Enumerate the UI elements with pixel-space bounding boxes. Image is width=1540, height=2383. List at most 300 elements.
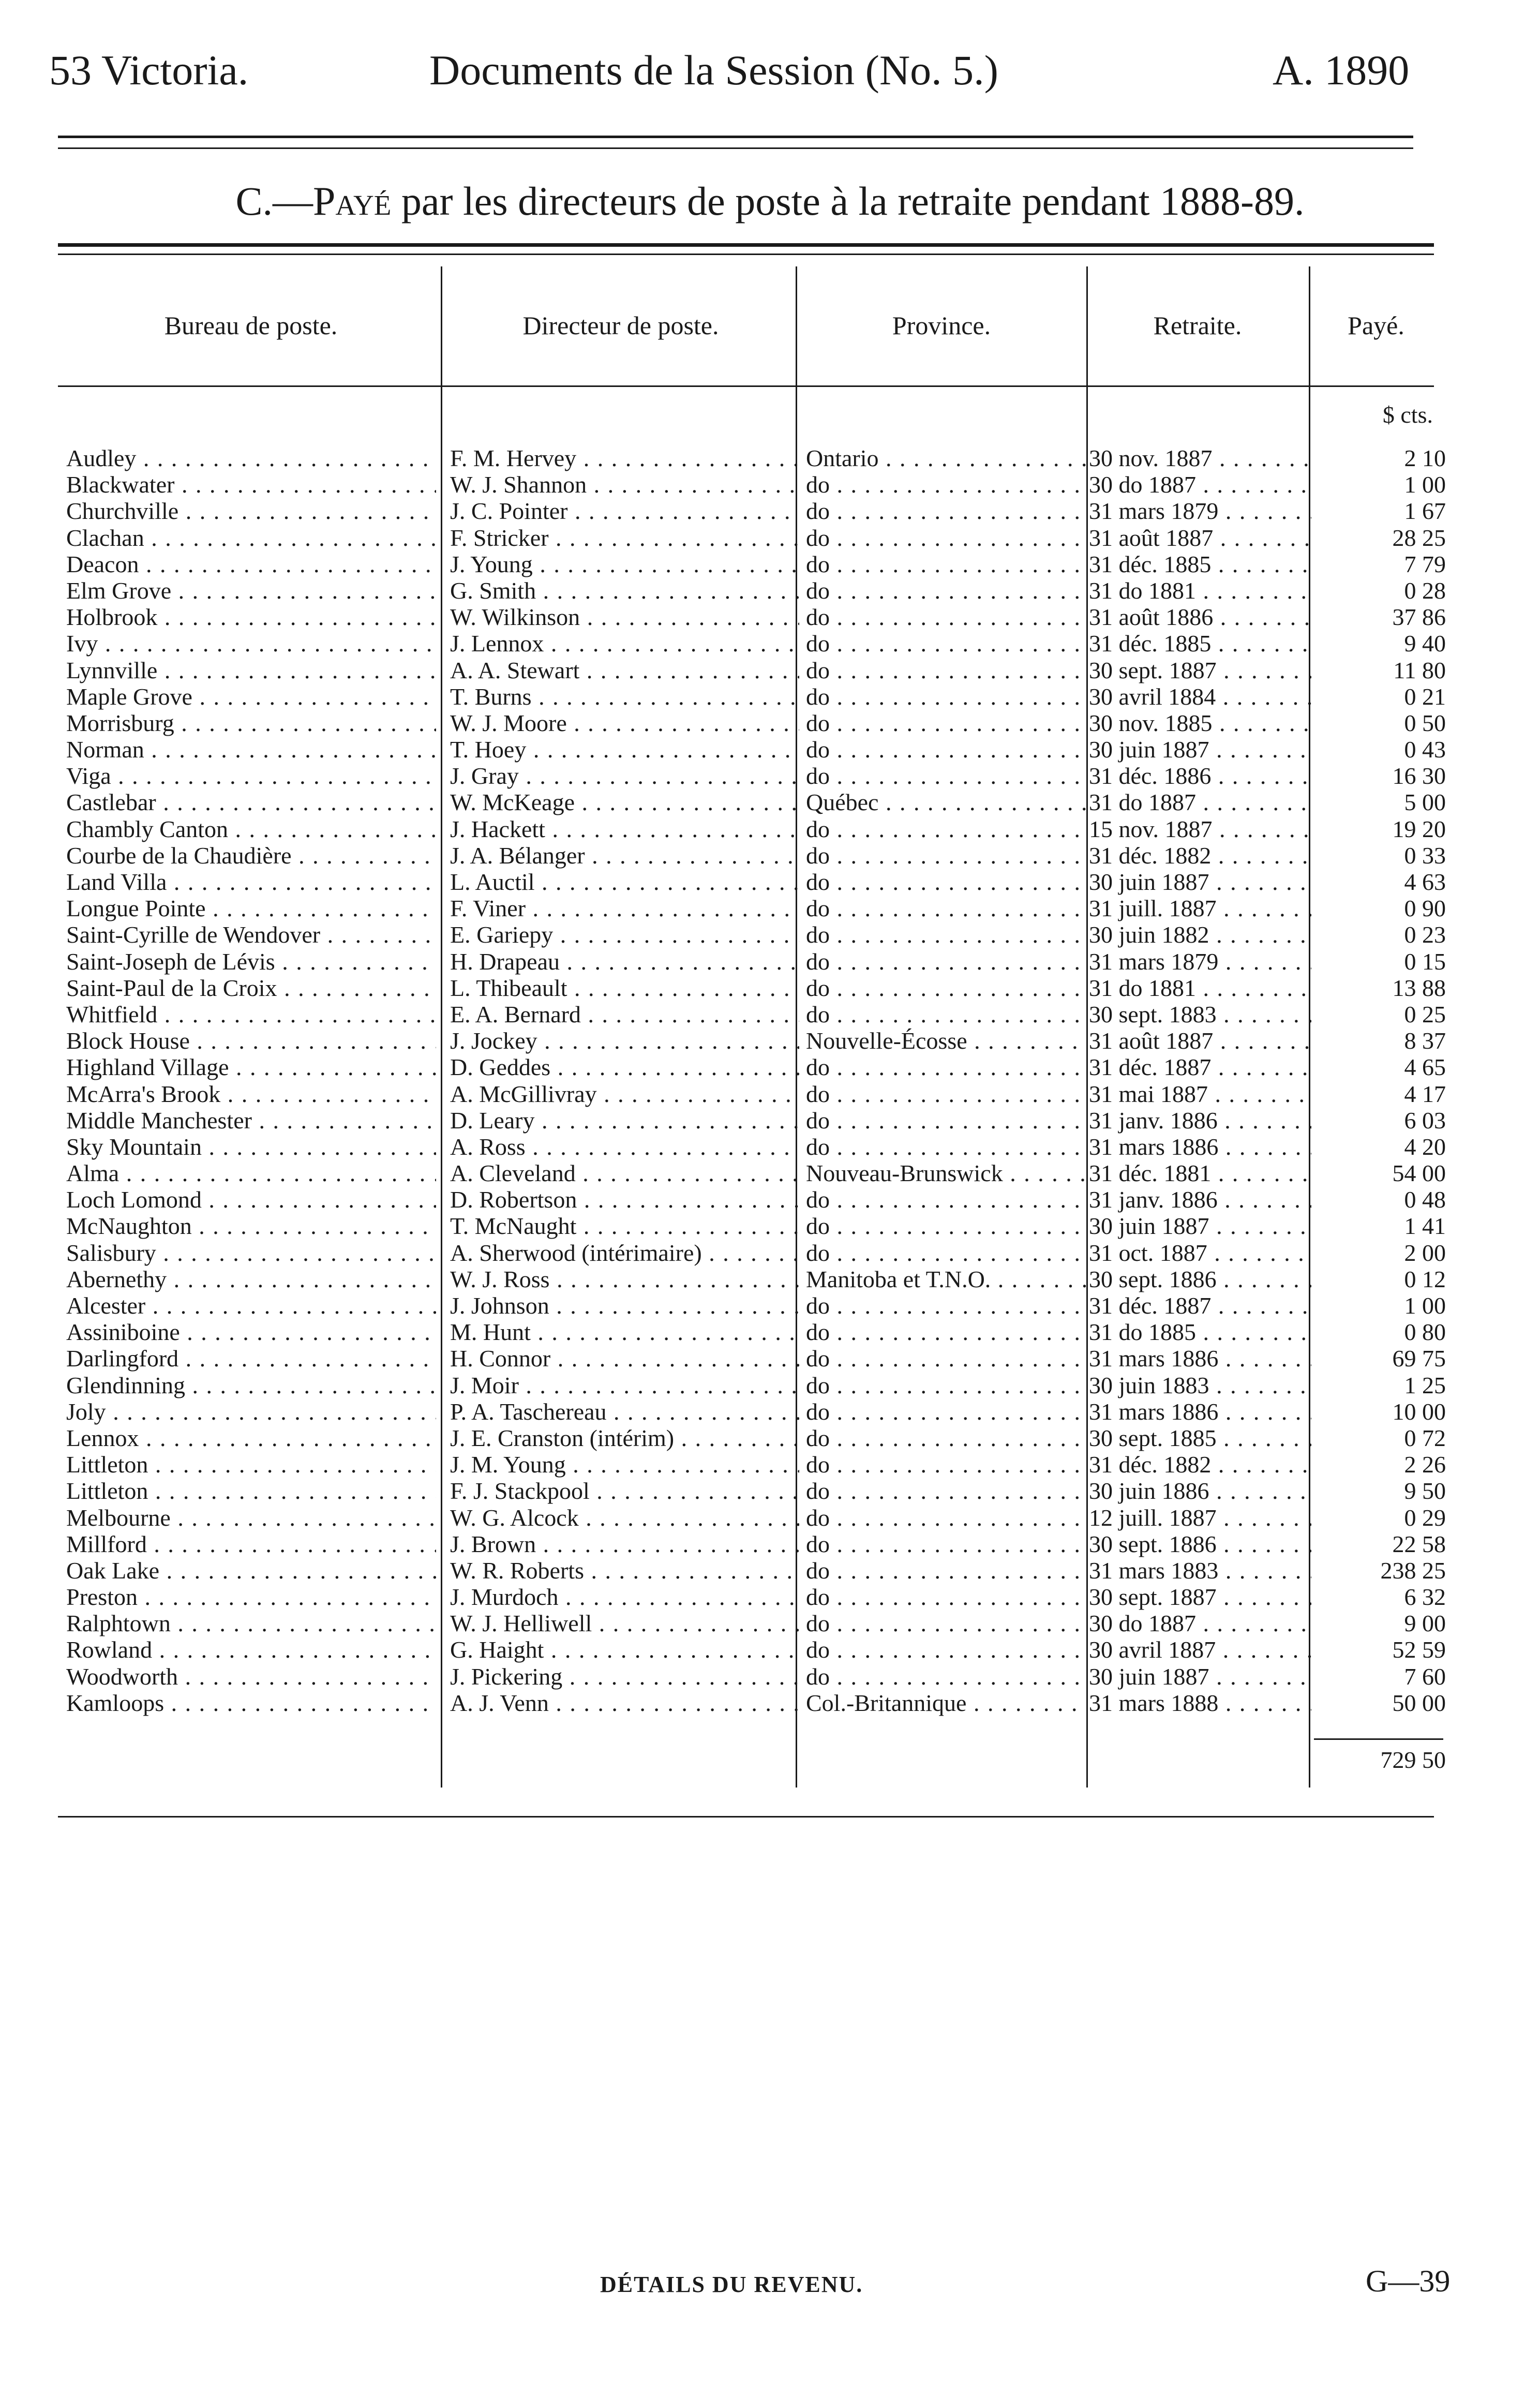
cell-retraite: 30 sept. 1886 . . . <box>1089 1531 1311 1557</box>
cell-province: do . . . <box>806 1134 1088 1160</box>
cell-paye: 0 90 <box>1404 895 1446 922</box>
cell-province: do . . . <box>806 657 1088 683</box>
cell-retraite: 30 juin 1883 . . . <box>1089 1372 1311 1398</box>
cell-retraite: 31 déc. 1885 . . . <box>1089 630 1311 657</box>
cell-retraite: 31 déc. 1887 . . . <box>1089 1292 1311 1319</box>
cell-directeur: E. A. Bernard . . . <box>450 1001 799 1027</box>
cell-directeur: D. Leary . . . <box>450 1107 799 1134</box>
cell-bureau: Blackwater . . . <box>66 471 436 498</box>
cell-bureau: Saint-Paul de la Croix . . . <box>66 975 436 1001</box>
table-row <box>0 577 1540 604</box>
cell-retraite: 31 juill. 1887 . . . <box>1089 895 1311 921</box>
cell-retraite: 30 nov. 1885 . . . <box>1089 710 1311 736</box>
cell-retraite: 30 nov. 1887 . . . <box>1089 445 1311 471</box>
cell-paye: 0 50 <box>1404 709 1446 736</box>
column-header-paye: Payé. <box>1348 311 1404 340</box>
cell-province: do . . . <box>806 551 1088 577</box>
cell-retraite: 30 avril 1887 . . . <box>1089 1636 1311 1663</box>
column-header-province: Province. <box>892 311 991 340</box>
cell-directeur: J. Moir . . . <box>450 1372 799 1398</box>
cell-retraite: 30 do 1887 . . . <box>1089 471 1311 498</box>
cell-province: do . . . <box>806 921 1088 948</box>
cell-paye: 69 75 <box>1392 1345 1446 1372</box>
table-row <box>0 895 1540 921</box>
cell-paye: 6 32 <box>1404 1584 1446 1611</box>
cell-retraite: 31 do 1881 . . . <box>1089 975 1311 1001</box>
cell-retraite: 31 mars 1879 . . . <box>1089 498 1311 524</box>
cell-directeur: J. C. Pointer . . . <box>450 498 799 524</box>
table-row <box>0 1557 1540 1584</box>
table-row <box>0 1186 1540 1213</box>
cell-retraite: 31 mai 1887 . . . <box>1089 1081 1311 1107</box>
cell-directeur: W. J. Moore . . . <box>450 710 799 736</box>
table-row <box>0 1266 1540 1292</box>
header-rule-top <box>58 136 1413 138</box>
cell-bureau: Sky Mountain . . . <box>66 1134 436 1160</box>
cell-retraite: 30 avril 1884 . . . <box>1089 683 1311 710</box>
cell-province: Manitoba et T.N.O. . . . <box>806 1266 1088 1292</box>
cell-paye: 1 25 <box>1404 1372 1446 1398</box>
cell-paye: 0 33 <box>1404 842 1446 869</box>
cell-paye: 4 65 <box>1404 1054 1446 1081</box>
cell-province: do . . . <box>806 1186 1088 1213</box>
cell-directeur: A. Sherwood (intérimaire) . . . <box>450 1240 799 1266</box>
cell-directeur: F. Viner . . . <box>450 895 799 921</box>
cell-province: do . . . <box>806 1292 1088 1319</box>
cell-paye: 0 48 <box>1404 1186 1446 1213</box>
cell-paye: 7 79 <box>1404 550 1446 577</box>
cell-retraite: 31 déc. 1882 . . . <box>1089 1451 1311 1478</box>
cell-directeur: A. Cleveland . . . <box>450 1160 799 1186</box>
table-row <box>0 1240 1540 1266</box>
cell-directeur: J. A. Bélanger . . . <box>450 842 799 869</box>
cell-directeur: D. Robertson . . . <box>450 1186 799 1213</box>
cell-directeur: D. Geddes . . . <box>450 1054 799 1080</box>
cell-province: Nouveau-Brunswick . . . <box>806 1160 1088 1186</box>
cell-retraite: 31 mars 1886 . . . <box>1089 1134 1311 1160</box>
cell-province: do . . . <box>806 816 1088 842</box>
cell-bureau: Viga . . . <box>66 763 436 789</box>
cell-paye: 2 26 <box>1404 1451 1446 1478</box>
table-row <box>0 1372 1540 1398</box>
cell-province: do . . . <box>806 1054 1088 1080</box>
cell-directeur: J. E. Cranston (intérim) . . . <box>450 1425 799 1451</box>
cell-bureau: Saint-Cyrille de Wendover . . . <box>66 921 436 948</box>
column-header-bureau: Bureau de poste. <box>164 311 338 340</box>
table-row <box>0 683 1540 710</box>
cell-bureau: Ralphtown . . . <box>66 1610 436 1636</box>
cell-retraite: 31 do 1881 . . . <box>1089 577 1311 604</box>
cell-retraite: 31 mars 1879 . . . <box>1089 948 1311 975</box>
cell-province: do . . . <box>806 1451 1088 1478</box>
table-row <box>0 1027 1540 1054</box>
table-row <box>0 445 1540 471</box>
cell-province: do . . . <box>806 1240 1088 1266</box>
cell-province: do . . . <box>806 1557 1088 1584</box>
cell-bureau: McNaughton . . . <box>66 1213 436 1239</box>
table-row <box>0 1690 1540 1716</box>
cell-paye: 16 30 <box>1392 763 1446 790</box>
table-row <box>0 1160 1540 1186</box>
table-bottom-rule <box>58 1816 1434 1818</box>
cell-paye: 8 37 <box>1404 1027 1446 1054</box>
cell-paye: 0 23 <box>1404 921 1446 948</box>
cell-bureau: Chambly Canton . . . <box>66 816 436 842</box>
publication-year-header: A. 1890 <box>1273 47 1410 94</box>
cell-province: do . . . <box>806 1505 1088 1531</box>
cell-paye: 50 00 <box>1392 1689 1446 1716</box>
cell-province: do . . . <box>806 1081 1088 1107</box>
cell-retraite: 15 nov. 1887 . . . <box>1089 816 1311 842</box>
cell-directeur: J. Young . . . <box>450 551 799 577</box>
cell-bureau: Abernethy . . . <box>66 1266 436 1292</box>
cell-paye: 0 43 <box>1404 736 1446 763</box>
cell-directeur: L. Thibeault . . . <box>450 975 799 1001</box>
cell-directeur: T. McNaught . . . <box>450 1213 799 1239</box>
table-row <box>0 1054 1540 1080</box>
cell-paye: 1 41 <box>1404 1213 1446 1240</box>
cell-paye: 1 00 <box>1404 1292 1446 1319</box>
cell-province: do . . . <box>806 1636 1088 1663</box>
cell-bureau: Morrisburg . . . <box>66 710 436 736</box>
cell-paye: 54 00 <box>1392 1160 1446 1187</box>
cell-directeur: H. Drapeau . . . <box>450 948 799 975</box>
cell-bureau: Oak Lake . . . <box>66 1557 436 1584</box>
cell-province: do . . . <box>806 498 1088 524</box>
cell-province: do . . . <box>806 1372 1088 1398</box>
cell-retraite: 12 juill. 1887 . . . <box>1089 1505 1311 1531</box>
cell-bureau: Littleton . . . <box>66 1478 436 1504</box>
cell-bureau: Deacon . . . <box>66 551 436 577</box>
table-row <box>0 789 1540 815</box>
cell-retraite: 31 do 1885 . . . <box>1089 1319 1311 1345</box>
page-number: G—39 <box>1366 2264 1451 2298</box>
cell-province: do . . . <box>806 1319 1088 1345</box>
cell-retraite: 31 mars 1883 . . . <box>1089 1557 1311 1584</box>
cell-province: Québec . . . <box>806 789 1088 815</box>
cell-paye: 13 88 <box>1392 974 1446 1001</box>
cell-province: do . . . <box>806 710 1088 736</box>
header-rule-bottom <box>58 147 1413 149</box>
cell-retraite: 31 déc. 1881 . . . <box>1089 1160 1311 1186</box>
cell-province: do . . . <box>806 975 1088 1001</box>
cell-retraite: 31 déc. 1882 . . . <box>1089 842 1311 869</box>
cell-bureau: Joly . . . <box>66 1398 436 1425</box>
cell-province: do . . . <box>806 1001 1088 1027</box>
cell-bureau: Block House . . . <box>66 1027 436 1054</box>
table-row <box>0 842 1540 869</box>
cell-paye: 1 00 <box>1404 471 1446 498</box>
cell-retraite: 31 oct. 1887 . . . <box>1089 1240 1311 1266</box>
cell-bureau: Salisbury . . . <box>66 1240 436 1266</box>
table-row <box>0 471 1540 498</box>
cell-directeur: J. Pickering . . . <box>450 1663 799 1690</box>
cell-directeur: M. Hunt . . . <box>450 1319 799 1345</box>
cell-bureau: Holbrook . . . <box>66 604 436 630</box>
cell-province: do . . . <box>806 948 1088 975</box>
cell-retraite: 30 juin 1887 . . . <box>1089 1213 1311 1239</box>
cell-bureau: Ivy . . . <box>66 630 436 657</box>
cell-province: do . . . <box>806 630 1088 657</box>
cell-bureau: Lennox . . . <box>66 1425 436 1451</box>
cell-bureau: Lynnville . . . <box>66 657 436 683</box>
table-row <box>0 657 1540 683</box>
cell-bureau: Saint-Joseph de Lévis . . . <box>66 948 436 975</box>
cell-bureau: Glendinning . . . <box>66 1372 436 1398</box>
cell-retraite: 31 août 1887 . . . <box>1089 525 1311 551</box>
cell-directeur: A. McGillivray . . . <box>450 1081 799 1107</box>
cell-retraite: 31 déc. 1885 . . . <box>1089 551 1311 577</box>
cell-paye: 2 10 <box>1404 445 1446 471</box>
footer-section-title: DÉTAILS DU REVENU. <box>600 2272 863 2297</box>
table-body <box>0 445 1540 1716</box>
cell-paye: 2 00 <box>1404 1239 1446 1266</box>
column-header-directeur: Directeur de poste. <box>522 311 719 340</box>
cell-province: do . . . <box>806 525 1088 551</box>
table-row <box>0 869 1540 895</box>
table-row <box>0 948 1540 975</box>
cell-province: do . . . <box>806 1107 1088 1134</box>
table-row <box>0 1081 1540 1107</box>
cell-directeur: L. Auctil . . . <box>450 869 799 895</box>
table-row <box>0 1001 1540 1027</box>
cell-paye: 5 00 <box>1404 789 1446 816</box>
column-header-retraite: Retraite. <box>1153 311 1242 340</box>
cell-paye: 4 17 <box>1404 1080 1446 1107</box>
cell-retraite: 30 sept. 1883 . . . <box>1089 1001 1311 1027</box>
cell-retraite: 30 do 1887 . . . <box>1089 1610 1311 1636</box>
cell-retraite: 30 juin 1882 . . . <box>1089 921 1311 948</box>
cell-bureau: Assiniboine . . . <box>66 1319 436 1345</box>
cell-directeur: F. J. Stackpool . . . <box>450 1478 799 1504</box>
cell-province: Col.-Britannique . . . <box>806 1690 1088 1716</box>
cell-retraite: 31 déc. 1886 . . . <box>1089 763 1311 789</box>
cell-bureau: Courbe de la Chaudière . . . <box>66 842 436 869</box>
cell-paye: 10 00 <box>1392 1398 1446 1425</box>
cell-directeur: W. J. Shannon . . . <box>450 471 799 498</box>
cell-bureau: Land Villa . . . <box>66 869 436 895</box>
table-row <box>0 1478 1540 1504</box>
cell-bureau: Middle Manchester . . . <box>66 1107 436 1134</box>
table-row <box>0 498 1540 524</box>
cell-province: Ontario . . . <box>806 445 1088 471</box>
cell-province: do . . . <box>806 1663 1088 1690</box>
table-row <box>0 1505 1540 1531</box>
table-row <box>0 1319 1540 1345</box>
cell-paye: 0 25 <box>1404 1001 1446 1027</box>
table-row <box>0 1451 1540 1478</box>
cell-directeur: W. J. Ross . . . <box>450 1266 799 1292</box>
cell-bureau: Maple Grove . . . <box>66 683 436 710</box>
cell-province: do . . . <box>806 1345 1088 1372</box>
cell-retraite: 30 sept. 1887 . . . <box>1089 1584 1311 1610</box>
table-row <box>0 1584 1540 1610</box>
cell-province: do . . . <box>806 577 1088 604</box>
cell-province: do . . . <box>806 1584 1088 1610</box>
cell-retraite: 30 juin 1887 . . . <box>1089 1663 1311 1690</box>
cell-retraite: 30 sept. 1887 . . . <box>1089 657 1311 683</box>
cell-directeur: W. McKeage . . . <box>450 789 799 815</box>
cell-directeur: J. Lennox . . . <box>450 630 799 657</box>
table-row <box>0 763 1540 789</box>
cell-province: do . . . <box>806 1478 1088 1504</box>
cell-directeur: A. Ross . . . <box>450 1134 799 1160</box>
cell-retraite: 31 mars 1886 . . . <box>1089 1345 1311 1372</box>
cell-paye: 9 00 <box>1404 1610 1446 1637</box>
cell-directeur: T. Hoey . . . <box>450 736 799 763</box>
cell-directeur: W. G. Alcock . . . <box>450 1505 799 1531</box>
table-title-head: Payé <box>313 178 392 224</box>
cell-paye: 9 40 <box>1404 630 1446 657</box>
title-rule-thin <box>58 254 1434 255</box>
cell-paye: 9 50 <box>1404 1478 1446 1505</box>
table-row <box>0 710 1540 736</box>
cell-province: do . . . <box>806 683 1088 710</box>
cell-directeur: F. M. Hervey . . . <box>450 445 799 471</box>
table-row <box>0 816 1540 842</box>
total-rule <box>1314 1738 1443 1740</box>
table-row <box>0 1292 1540 1319</box>
cell-directeur: J. Hackett . . . <box>450 816 799 842</box>
table-row <box>0 1663 1540 1690</box>
cell-directeur: E. Gariepy . . . <box>450 921 799 948</box>
cell-paye: 4 20 <box>1404 1133 1446 1160</box>
cell-bureau: Clachan . . . <box>66 525 436 551</box>
cell-bureau: Elm Grove . . . <box>66 577 436 604</box>
cell-paye: 11 80 <box>1393 657 1446 683</box>
cell-directeur: G. Haight . . . <box>450 1636 799 1663</box>
cell-bureau: Alma . . . <box>66 1160 436 1186</box>
cell-bureau: Whitfield . . . <box>66 1001 436 1027</box>
column-header-rule <box>58 385 1434 387</box>
cell-paye: 0 15 <box>1404 948 1446 975</box>
cell-directeur: A. A. Stewart . . . <box>450 657 799 683</box>
table-row <box>0 525 1540 551</box>
cell-bureau: Loch Lomond . . . <box>66 1186 436 1213</box>
cell-province: do . . . <box>806 1213 1088 1239</box>
cell-paye: 37 86 <box>1392 604 1446 631</box>
cell-retraite: 30 juin 1887 . . . <box>1089 736 1311 763</box>
cell-directeur: J. Johnson . . . <box>450 1292 799 1319</box>
cell-directeur: A. J. Venn . . . <box>450 1690 799 1716</box>
cell-paye: 0 21 <box>1404 683 1446 710</box>
cell-retraite: 31 mars 1888 . . . <box>1089 1690 1311 1716</box>
cell-directeur: J. Jockey . . . <box>450 1027 799 1054</box>
total-paye: 729 50 <box>1380 1747 1446 1773</box>
cell-bureau: Melbourne . . . <box>66 1505 436 1531</box>
cell-province: do . . . <box>806 604 1088 630</box>
cell-retraite: 30 juin 1887 . . . <box>1089 869 1311 895</box>
cell-retraite: 31 mars 1886 . . . <box>1089 1398 1311 1425</box>
currency-unit-label: $ cts. <box>1382 401 1433 428</box>
cell-directeur: W. J. Helliwell . . . <box>450 1610 799 1636</box>
table-row <box>0 1425 1540 1451</box>
table-row <box>0 921 1540 948</box>
cell-province: do . . . <box>806 736 1088 763</box>
table-row <box>0 1345 1540 1372</box>
cell-bureau: Alcester . . . <box>66 1292 436 1319</box>
cell-retraite: 31 août 1887 . . . <box>1089 1027 1311 1054</box>
table-title-letter: C.— <box>235 178 313 224</box>
cell-bureau: Kamloops . . . <box>66 1690 436 1716</box>
cell-province: do . . . <box>806 1531 1088 1557</box>
cell-paye: 6 03 <box>1404 1107 1446 1134</box>
table-row <box>0 975 1540 1001</box>
cell-retraite: 30 juin 1886 . . . <box>1089 1478 1311 1504</box>
cell-directeur: J. M. Young . . . <box>450 1451 799 1478</box>
cell-directeur: W. R. Roberts . . . <box>450 1557 799 1584</box>
cell-province: Nouvelle-Écosse . . . <box>806 1027 1088 1054</box>
cell-bureau: Highland Village . . . <box>66 1054 436 1080</box>
cell-bureau: Littleton . . . <box>66 1451 436 1478</box>
cell-directeur: J. Gray . . . <box>450 763 799 789</box>
cell-paye: 22 58 <box>1392 1530 1446 1557</box>
cell-directeur: H. Connor . . . <box>450 1345 799 1372</box>
cell-bureau: Longue Pointe . . . <box>66 895 436 921</box>
cell-paye: 0 28 <box>1404 577 1446 604</box>
cell-province: do . . . <box>806 1610 1088 1636</box>
table-row <box>0 630 1540 657</box>
table-title-rest: par les directeurs de poste à la retraite pendant 1888-89. <box>391 178 1305 224</box>
cell-paye: 0 80 <box>1404 1319 1446 1346</box>
cell-province: do . . . <box>806 869 1088 895</box>
cell-province: do . . . <box>806 1425 1088 1451</box>
cell-retraite: 31 déc. 1887 . . . <box>1089 1054 1311 1080</box>
cell-bureau: Preston . . . <box>66 1584 436 1610</box>
cell-paye: 1 67 <box>1404 498 1446 525</box>
cell-bureau: Audley . . . <box>66 445 436 471</box>
cell-paye: 28 25 <box>1392 524 1446 551</box>
cell-bureau: Darlingford . . . <box>66 1345 436 1372</box>
table-row <box>0 604 1540 630</box>
cell-province: do . . . <box>806 842 1088 869</box>
document-title-header: Documents de la Session (No. 5.) <box>429 47 998 94</box>
cell-directeur: W. Wilkinson . . . <box>450 604 799 630</box>
cell-bureau: Churchville . . . <box>66 498 436 524</box>
table-row <box>0 1636 1540 1663</box>
cell-bureau: Norman . . . <box>66 736 436 763</box>
table-row <box>0 1531 1540 1557</box>
cell-directeur: P. A. Taschereau . . . <box>450 1398 799 1425</box>
table-row <box>0 551 1540 577</box>
title-rule-thick <box>58 243 1434 247</box>
session-year-header: 53 Victoria. <box>49 47 249 94</box>
cell-retraite: 30 sept. 1886 . . . <box>1089 1266 1311 1292</box>
cell-bureau: McArra's Brook . . . <box>66 1081 436 1107</box>
cell-directeur: T. Burns . . . <box>450 683 799 710</box>
cell-directeur: G. Smith . . . <box>450 577 799 604</box>
cell-bureau: Castlebar . . . <box>66 789 436 815</box>
cell-bureau: Rowland . . . <box>66 1636 436 1663</box>
cell-paye: 52 59 <box>1392 1636 1446 1663</box>
cell-paye: 4 63 <box>1404 869 1446 895</box>
cell-province: do . . . <box>806 763 1088 789</box>
cell-paye: 19 20 <box>1392 815 1446 842</box>
cell-retraite: 31 août 1886 . . . <box>1089 604 1311 630</box>
cell-province: do . . . <box>806 895 1088 921</box>
cell-paye: 7 60 <box>1404 1663 1446 1690</box>
table-title <box>0 178 1540 224</box>
cell-province: do . . . <box>806 471 1088 498</box>
cell-province: do . . . <box>806 1398 1088 1425</box>
cell-directeur: J. Brown . . . <box>450 1531 799 1557</box>
cell-retraite: 31 janv. 1886 . . . <box>1089 1107 1311 1134</box>
table-row <box>0 736 1540 763</box>
cell-directeur: F. Stricker . . . <box>450 525 799 551</box>
cell-retraite: 30 sept. 1885 . . . <box>1089 1425 1311 1451</box>
table-row <box>0 1107 1540 1134</box>
cell-retraite: 31 do 1887 . . . <box>1089 789 1311 815</box>
